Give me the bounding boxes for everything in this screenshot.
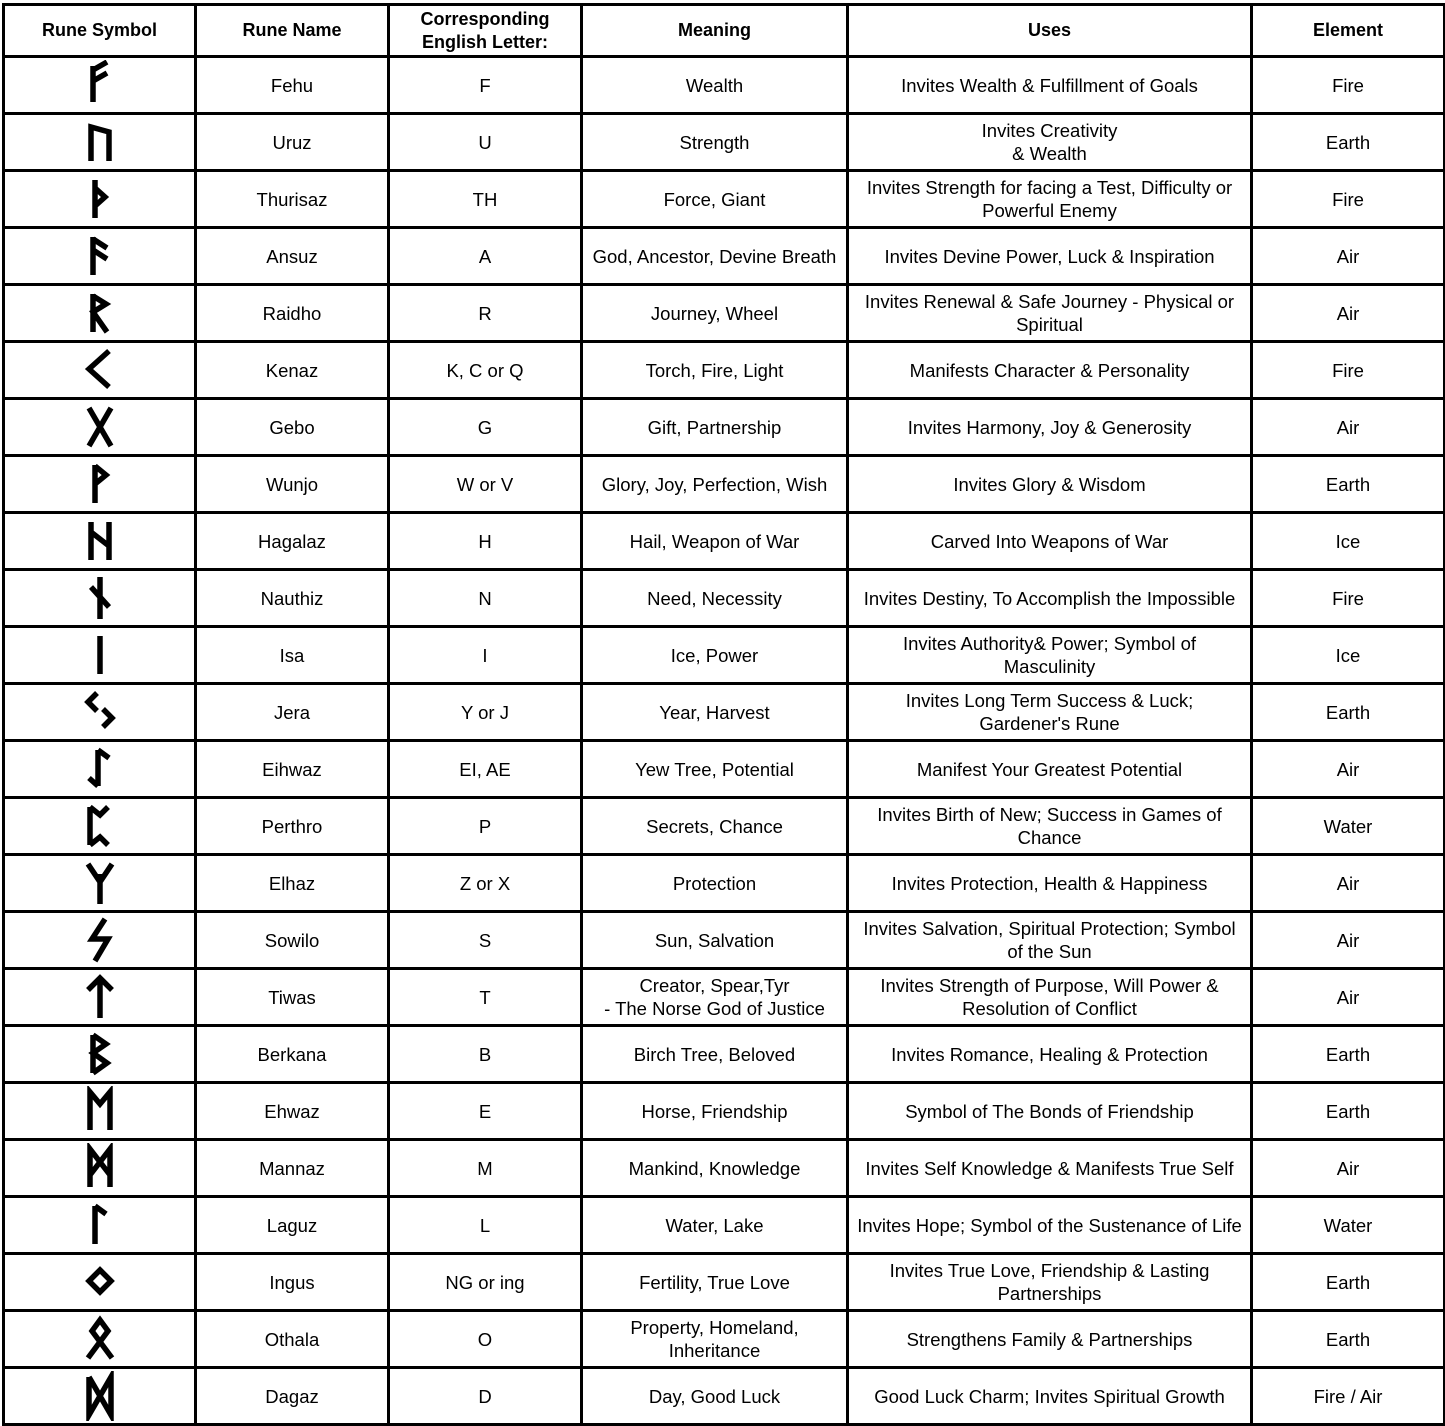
header-row bbox=[4, 5, 1445, 57]
table-row bbox=[4, 228, 1445, 285]
laguz-rune-icon bbox=[82, 1200, 118, 1250]
tiwas-rune-icon bbox=[82, 972, 118, 1022]
uses-cell: Symbol of The Bonds of Friendship bbox=[848, 1083, 1252, 1140]
rune-name-cell: Ehwaz bbox=[196, 1083, 389, 1140]
ansuz-rune-icon bbox=[82, 231, 118, 281]
raidho-rune-icon bbox=[82, 288, 118, 338]
ingus-rune-icon bbox=[82, 1257, 118, 1307]
table-row bbox=[4, 1140, 1445, 1197]
rune-name-cell: Wunjo bbox=[196, 456, 389, 513]
table-row bbox=[4, 456, 1445, 513]
uses-cell: Invites Wealth & Fulfillment of Goals bbox=[848, 57, 1252, 114]
element-cell: Fire bbox=[1252, 171, 1445, 228]
rune-name-cell: Raidho bbox=[196, 285, 389, 342]
rune-symbol-cell bbox=[4, 855, 196, 912]
table-row bbox=[4, 1197, 1445, 1254]
othala-rune-icon bbox=[82, 1314, 118, 1364]
rune-name-cell: Jera bbox=[196, 684, 389, 741]
gebo-rune-icon bbox=[82, 402, 118, 452]
meaning-cell: Yew Tree, Potential bbox=[582, 741, 848, 798]
ehwaz-rune-icon bbox=[82, 1086, 118, 1136]
meaning-cell: Glory, Joy, Perfection, Wish bbox=[582, 456, 848, 513]
table-row bbox=[4, 1083, 1445, 1140]
table-row bbox=[4, 912, 1445, 969]
rune-name-cell: Ansuz bbox=[196, 228, 389, 285]
english-letter-cell: NG or ing bbox=[389, 1254, 582, 1311]
nauthiz-rune-icon bbox=[82, 573, 118, 623]
uses-cell: Invites Authority& Power; Symbol of Masculinity bbox=[848, 627, 1252, 684]
english-letter-cell: P bbox=[389, 798, 582, 855]
english-letter-cell: W or V bbox=[389, 456, 582, 513]
english-letter-cell: I bbox=[389, 627, 582, 684]
table-row bbox=[4, 57, 1445, 114]
english-letter-cell: N bbox=[389, 570, 582, 627]
table-row bbox=[4, 855, 1445, 912]
rune-name-cell: Dagaz bbox=[196, 1368, 389, 1425]
element-cell: Air bbox=[1252, 741, 1445, 798]
english-letter-cell: Z or X bbox=[389, 855, 582, 912]
element-cell: Ice bbox=[1252, 513, 1445, 570]
rune-name-cell: Othala bbox=[196, 1311, 389, 1368]
berkana-rune-icon bbox=[82, 1029, 118, 1079]
rune-name-cell: Isa bbox=[196, 627, 389, 684]
english-letter-cell: B bbox=[389, 1026, 582, 1083]
uses-cell: Strengthens Family & Partnerships bbox=[848, 1311, 1252, 1368]
rune-name-cell: Perthro bbox=[196, 798, 389, 855]
hagalaz-rune-icon bbox=[82, 516, 118, 566]
header-meaning: Meaning bbox=[582, 5, 848, 57]
uses-cell: Manifest Your Greatest Potential bbox=[848, 741, 1252, 798]
table-row bbox=[4, 399, 1445, 456]
meaning-cell: Year, Harvest bbox=[582, 684, 848, 741]
meaning-cell: Need, Necessity bbox=[582, 570, 848, 627]
rune-symbol-cell bbox=[4, 1026, 196, 1083]
uses-cell: Invites Romance, Healing & Protection bbox=[848, 1026, 1252, 1083]
element-cell: Air bbox=[1252, 228, 1445, 285]
rune-name-cell: Laguz bbox=[196, 1197, 389, 1254]
meaning-cell: Fertility, True Love bbox=[582, 1254, 848, 1311]
rune-symbol-cell bbox=[4, 969, 196, 1026]
element-cell: Water bbox=[1252, 798, 1445, 855]
meaning-cell: Water, Lake bbox=[582, 1197, 848, 1254]
uses-cell: Carved Into Weapons of War bbox=[848, 513, 1252, 570]
rune-symbol-cell bbox=[4, 171, 196, 228]
rune-name-cell: Ingus bbox=[196, 1254, 389, 1311]
meaning-cell: Creator, Spear,Tyr - The Norse God of Justice bbox=[582, 969, 848, 1026]
rune-symbol-cell bbox=[4, 399, 196, 456]
uses-cell: Invites Protection, Health & Happiness bbox=[848, 855, 1252, 912]
english-letter-cell: E bbox=[389, 1083, 582, 1140]
rune-table bbox=[2, 3, 1445, 1426]
rune-symbol-cell bbox=[4, 1368, 196, 1425]
meaning-cell: Ice, Power bbox=[582, 627, 848, 684]
meaning-cell: Day, Good Luck bbox=[582, 1368, 848, 1425]
element-cell: Air bbox=[1252, 855, 1445, 912]
rune-symbol-cell bbox=[4, 1197, 196, 1254]
table-row bbox=[4, 342, 1445, 399]
rune-symbol-cell bbox=[4, 285, 196, 342]
table-row bbox=[4, 684, 1445, 741]
element-cell: Air bbox=[1252, 399, 1445, 456]
thurisaz-rune-icon bbox=[82, 174, 118, 224]
meaning-cell: Secrets, Chance bbox=[582, 798, 848, 855]
rune-symbol-cell bbox=[4, 513, 196, 570]
uses-cell: Invites Renewal & Safe Journey - Physical or Spiritual bbox=[848, 285, 1252, 342]
table-row bbox=[4, 171, 1445, 228]
element-cell: Air bbox=[1252, 1140, 1445, 1197]
rune-name-cell: Nauthiz bbox=[196, 570, 389, 627]
english-letter-cell: F bbox=[389, 57, 582, 114]
rune-name-cell: Gebo bbox=[196, 399, 389, 456]
rune-symbol-cell bbox=[4, 741, 196, 798]
rune-symbol-cell bbox=[4, 57, 196, 114]
rune-name-cell: Eihwaz bbox=[196, 741, 389, 798]
meaning-cell: Journey, Wheel bbox=[582, 285, 848, 342]
rune-symbol-cell bbox=[4, 627, 196, 684]
english-letter-cell: M bbox=[389, 1140, 582, 1197]
element-cell: Fire bbox=[1252, 57, 1445, 114]
uses-cell: Invites Hope; Symbol of the Sustenance of Life bbox=[848, 1197, 1252, 1254]
meaning-cell: Force, Giant bbox=[582, 171, 848, 228]
sowilo-rune-icon bbox=[82, 915, 118, 965]
table-row bbox=[4, 513, 1445, 570]
english-letter-cell: T bbox=[389, 969, 582, 1026]
uses-cell: Invites Salvation, Spiritual Protection; Symbol of the Sun bbox=[848, 912, 1252, 969]
rune-name-cell: Hagalaz bbox=[196, 513, 389, 570]
element-cell: Earth bbox=[1252, 456, 1445, 513]
rune-symbol-cell bbox=[4, 1311, 196, 1368]
meaning-cell: Protection bbox=[582, 855, 848, 912]
table-row bbox=[4, 285, 1445, 342]
uses-cell: Invites Glory & Wisdom bbox=[848, 456, 1252, 513]
rune-symbol-cell bbox=[4, 798, 196, 855]
header-rune-symbol: Rune Symbol bbox=[4, 5, 196, 57]
element-cell: Earth bbox=[1252, 1254, 1445, 1311]
uses-cell: Invites True Love, Friendship & Lasting Partnerships bbox=[848, 1254, 1252, 1311]
rune-symbol-cell bbox=[4, 1140, 196, 1197]
english-letter-cell: D bbox=[389, 1368, 582, 1425]
isa-rune-icon bbox=[82, 630, 118, 680]
uses-cell: Good Luck Charm; Invites Spiritual Growth bbox=[848, 1368, 1252, 1425]
element-cell: Earth bbox=[1252, 1083, 1445, 1140]
jera-rune-icon bbox=[82, 687, 118, 737]
table-row bbox=[4, 741, 1445, 798]
english-letter-cell: G bbox=[389, 399, 582, 456]
table-row bbox=[4, 627, 1445, 684]
english-letter-cell: R bbox=[389, 285, 582, 342]
element-cell: Fire / Air bbox=[1252, 1368, 1445, 1425]
meaning-cell: Strength bbox=[582, 114, 848, 171]
element-cell: Air bbox=[1252, 969, 1445, 1026]
uruz-rune-icon bbox=[82, 117, 118, 167]
uses-cell: Invites Strength for facing a Test, Difficulty or Powerful Enemy bbox=[848, 171, 1252, 228]
meaning-cell: Birch Tree, Beloved bbox=[582, 1026, 848, 1083]
header-rune-name: Rune Name bbox=[196, 5, 389, 57]
meaning-cell: Mankind, Knowledge bbox=[582, 1140, 848, 1197]
english-letter-cell: EI, AE bbox=[389, 741, 582, 798]
english-letter-cell: Y or J bbox=[389, 684, 582, 741]
rune-symbol-cell bbox=[4, 342, 196, 399]
element-cell: Fire bbox=[1252, 342, 1445, 399]
uses-cell: Invites Birth of New; Success in Games of Chance bbox=[848, 798, 1252, 855]
rune-name-cell: Sowilo bbox=[196, 912, 389, 969]
meaning-cell: Horse, Friendship bbox=[582, 1083, 848, 1140]
rune-symbol-cell bbox=[4, 456, 196, 513]
table-row bbox=[4, 570, 1445, 627]
table-row bbox=[4, 969, 1445, 1026]
uses-cell: Invites Creativity & Wealth bbox=[848, 114, 1252, 171]
fehu-rune-icon bbox=[82, 60, 118, 110]
element-cell: Ice bbox=[1252, 627, 1445, 684]
element-cell: Earth bbox=[1252, 1026, 1445, 1083]
english-letter-cell: L bbox=[389, 1197, 582, 1254]
uses-cell: Invites Harmony, Joy & Generosity bbox=[848, 399, 1252, 456]
table-row bbox=[4, 798, 1445, 855]
table-row bbox=[4, 1254, 1445, 1311]
english-letter-cell: S bbox=[389, 912, 582, 969]
wunjo-rune-icon bbox=[82, 459, 118, 509]
header-english-letter: Corresponding English Letter: bbox=[389, 5, 582, 57]
element-cell: Fire bbox=[1252, 570, 1445, 627]
rune-symbol-cell bbox=[4, 912, 196, 969]
uses-cell: Invites Devine Power, Luck & Inspiration bbox=[848, 228, 1252, 285]
rune-symbol-cell bbox=[4, 1083, 196, 1140]
meaning-cell: Gift, Partnership bbox=[582, 399, 848, 456]
rune-symbol-cell bbox=[4, 228, 196, 285]
header-uses: Uses bbox=[848, 5, 1252, 57]
element-cell: Earth bbox=[1252, 684, 1445, 741]
header-element: Element bbox=[1252, 5, 1445, 57]
rune-name-cell: Elhaz bbox=[196, 855, 389, 912]
table-row bbox=[4, 1368, 1445, 1425]
rune-name-cell: Uruz bbox=[196, 114, 389, 171]
meaning-cell: Wealth bbox=[582, 57, 848, 114]
eihwaz-rune-icon bbox=[82, 744, 118, 794]
element-cell: Water bbox=[1252, 1197, 1445, 1254]
uses-cell: Manifests Character & Personality bbox=[848, 342, 1252, 399]
uses-cell: Invites Strength of Purpose, Will Power & Resolution of Conflict bbox=[848, 969, 1252, 1026]
meaning-cell: God, Ancestor, Devine Breath bbox=[582, 228, 848, 285]
meaning-cell: Property, Homeland, Inheritance bbox=[582, 1311, 848, 1368]
uses-cell: Invites Self Knowledge & Manifests True Self bbox=[848, 1140, 1252, 1197]
element-cell: Air bbox=[1252, 912, 1445, 969]
meaning-cell: Torch, Fire, Light bbox=[582, 342, 848, 399]
table-row bbox=[4, 114, 1445, 171]
element-cell: Earth bbox=[1252, 1311, 1445, 1368]
uses-cell: Invites Destiny, To Accomplish the Impossible bbox=[848, 570, 1252, 627]
table-row bbox=[4, 1026, 1445, 1083]
element-cell: Air bbox=[1252, 285, 1445, 342]
rune-name-cell: Mannaz bbox=[196, 1140, 389, 1197]
rune-name-cell: Fehu bbox=[196, 57, 389, 114]
kenaz-rune-icon bbox=[82, 345, 118, 395]
table-row bbox=[4, 1311, 1445, 1368]
english-letter-cell: U bbox=[389, 114, 582, 171]
mannaz-rune-icon bbox=[82, 1143, 118, 1193]
english-letter-cell: H bbox=[389, 513, 582, 570]
uses-cell: Invites Long Term Success & Luck; Gardener's Rune bbox=[848, 684, 1252, 741]
english-letter-cell: A bbox=[389, 228, 582, 285]
meaning-cell: Sun, Salvation bbox=[582, 912, 848, 969]
rune-symbol-cell bbox=[4, 570, 196, 627]
rune-name-cell: Tiwas bbox=[196, 969, 389, 1026]
rune-symbol-cell bbox=[4, 684, 196, 741]
rune-symbol-cell bbox=[4, 1254, 196, 1311]
rune-name-cell: Thurisaz bbox=[196, 171, 389, 228]
english-letter-cell: O bbox=[389, 1311, 582, 1368]
english-letter-cell: K, C or Q bbox=[389, 342, 582, 399]
perthro-rune-icon bbox=[82, 801, 118, 851]
element-cell: Earth bbox=[1252, 114, 1445, 171]
english-letter-cell: TH bbox=[389, 171, 582, 228]
meaning-cell: Hail, Weapon of War bbox=[582, 513, 848, 570]
rune-name-cell: Berkana bbox=[196, 1026, 389, 1083]
rune-name-cell: Kenaz bbox=[196, 342, 389, 399]
rune-symbol-cell bbox=[4, 114, 196, 171]
dagaz-rune-icon bbox=[82, 1371, 118, 1421]
elhaz-rune-icon bbox=[82, 858, 118, 908]
